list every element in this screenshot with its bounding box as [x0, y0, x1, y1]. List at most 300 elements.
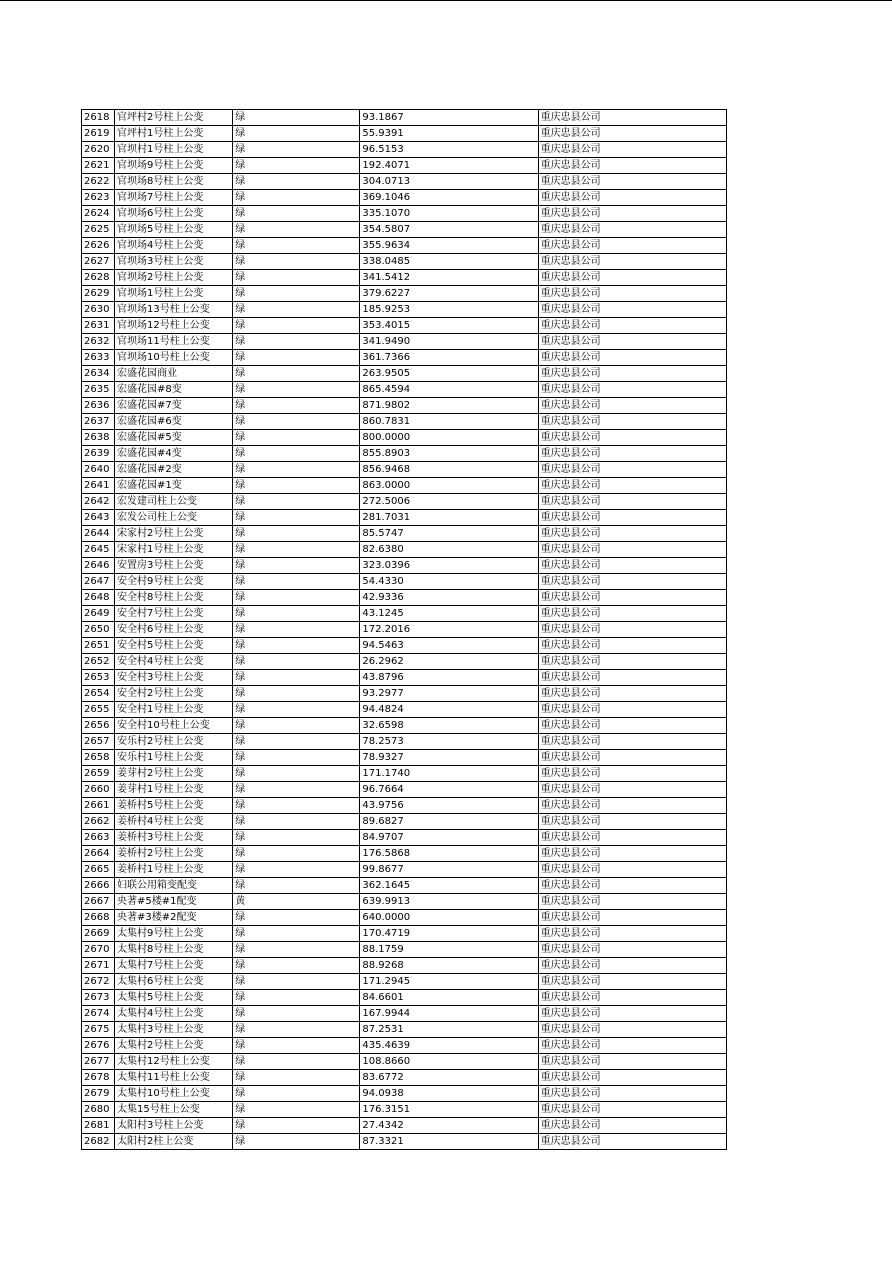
table-row	[82, 158, 727, 174]
table-row	[82, 286, 727, 302]
status-color-cell: 绿	[233, 1006, 360, 1022]
transformer-name-cell: 姜芽村2号柱上公变	[115, 766, 233, 782]
value-cell: 176.3151	[360, 1102, 538, 1118]
status-color-cell: 绿	[233, 750, 360, 766]
transformer-name-cell: 官坝场12号柱上公变	[115, 318, 233, 334]
transformer-name-cell: 官坝场7号柱上公变	[115, 190, 233, 206]
transformer-name-cell: 太阳村2柱上公变	[115, 1134, 233, 1150]
row-index-cell: 2657	[82, 734, 115, 750]
value-cell: 341.5412	[360, 270, 538, 286]
table-row	[82, 190, 727, 206]
table-row	[82, 334, 727, 350]
row-index-cell: 2669	[82, 926, 115, 942]
row-index-cell: 2628	[82, 270, 115, 286]
value-cell: 860.7831	[360, 414, 538, 430]
table-row	[82, 910, 727, 926]
status-color-cell: 绿	[233, 1070, 360, 1086]
status-color-cell: 绿	[233, 142, 360, 158]
status-color-cell: 绿	[233, 126, 360, 142]
table-row	[82, 1102, 727, 1118]
row-index-cell: 2654	[82, 686, 115, 702]
transformer-name-cell: 太集村9号柱上公变	[115, 926, 233, 942]
transformer-name-cell: 太集村8号柱上公变	[115, 942, 233, 958]
table-row	[82, 446, 727, 462]
value-cell: 84.9707	[360, 830, 538, 846]
row-index-cell: 2633	[82, 350, 115, 366]
company-cell: 重庆忠县公司	[538, 142, 726, 158]
company-cell: 重庆忠县公司	[538, 590, 726, 606]
transformer-name-cell: 太集15号柱上公变	[115, 1102, 233, 1118]
status-color-cell: 绿	[233, 1054, 360, 1070]
company-cell: 重庆忠县公司	[538, 654, 726, 670]
status-color-cell: 绿	[233, 334, 360, 350]
company-cell: 重庆忠县公司	[538, 1086, 726, 1102]
table-row	[82, 926, 727, 942]
value-cell: 640.0000	[360, 910, 538, 926]
transformer-name-cell: 宋家村1号柱上公变	[115, 542, 233, 558]
value-cell: 87.3321	[360, 1134, 538, 1150]
table-row	[82, 142, 727, 158]
transformer-name-cell: 央著#5楼#1配变	[115, 894, 233, 910]
company-cell: 重庆忠县公司	[538, 110, 726, 126]
table-row	[82, 782, 727, 798]
transformer-name-cell: 宏盛花园#4变	[115, 446, 233, 462]
table-row	[82, 366, 727, 382]
table-row	[82, 1038, 727, 1054]
company-cell: 重庆忠县公司	[538, 942, 726, 958]
transformer-name-cell: 宏盛花园商业	[115, 366, 233, 382]
value-cell: 263.9505	[360, 366, 538, 382]
transformer-name-cell: 太阳村3号柱上公变	[115, 1118, 233, 1134]
status-color-cell: 绿	[233, 1038, 360, 1054]
status-color-cell: 绿	[233, 190, 360, 206]
transformer-name-cell: 安乐村1号柱上公变	[115, 750, 233, 766]
company-cell: 重庆忠县公司	[538, 206, 726, 222]
company-cell: 重庆忠县公司	[538, 1038, 726, 1054]
value-cell: 170.4719	[360, 926, 538, 942]
value-cell: 42.9336	[360, 590, 538, 606]
row-index-cell: 2677	[82, 1054, 115, 1070]
table-row	[82, 1006, 727, 1022]
status-color-cell: 绿	[233, 1022, 360, 1038]
status-color-cell: 绿	[233, 846, 360, 862]
value-cell: 172.2016	[360, 622, 538, 638]
status-color-cell: 绿	[233, 622, 360, 638]
status-color-cell: 绿	[233, 974, 360, 990]
status-color-cell: 黄	[233, 894, 360, 910]
transformer-name-cell: 宏盛花园#5变	[115, 430, 233, 446]
transformer-name-cell: 官坪村2号柱上公变	[115, 110, 233, 126]
row-index-cell: 2620	[82, 142, 115, 158]
status-color-cell: 绿	[233, 366, 360, 382]
transformer-name-cell: 安乐村2号柱上公变	[115, 734, 233, 750]
company-cell: 重庆忠县公司	[538, 846, 726, 862]
data-table	[81, 109, 727, 1150]
transformer-name-cell: 太集村5号柱上公变	[115, 990, 233, 1006]
transformer-name-cell: 宏盛花园#2变	[115, 462, 233, 478]
company-cell: 重庆忠县公司	[538, 510, 726, 526]
company-cell: 重庆忠县公司	[538, 750, 726, 766]
value-cell: 108.8660	[360, 1054, 538, 1070]
table-row	[82, 350, 727, 366]
row-index-cell: 2670	[82, 942, 115, 958]
row-index-cell: 2631	[82, 318, 115, 334]
row-index-cell: 2643	[82, 510, 115, 526]
status-color-cell: 绿	[233, 254, 360, 270]
company-cell: 重庆忠县公司	[538, 910, 726, 926]
status-color-cell: 绿	[233, 830, 360, 846]
value-cell: 54.4330	[360, 574, 538, 590]
row-index-cell: 2640	[82, 462, 115, 478]
value-cell: 341.9490	[360, 334, 538, 350]
row-index-cell: 2619	[82, 126, 115, 142]
row-index-cell: 2636	[82, 398, 115, 414]
table-row	[82, 222, 727, 238]
row-index-cell: 2646	[82, 558, 115, 574]
table-row	[82, 430, 727, 446]
row-index-cell: 2682	[82, 1134, 115, 1150]
value-cell: 639.9913	[360, 894, 538, 910]
status-color-cell: 绿	[233, 1118, 360, 1134]
status-color-cell: 绿	[233, 414, 360, 430]
table-row	[82, 638, 727, 654]
status-color-cell: 绿	[233, 926, 360, 942]
table-row	[82, 622, 727, 638]
table-row	[82, 510, 727, 526]
value-cell: 94.0938	[360, 1086, 538, 1102]
value-cell: 863.0000	[360, 478, 538, 494]
row-index-cell: 2675	[82, 1022, 115, 1038]
value-cell: 43.1245	[360, 606, 538, 622]
row-index-cell: 2681	[82, 1118, 115, 1134]
transformer-name-cell: 宏盛花园#8变	[115, 382, 233, 398]
status-color-cell: 绿	[233, 1102, 360, 1118]
transformer-name-cell: 姜桥村5号柱上公变	[115, 798, 233, 814]
row-index-cell: 2648	[82, 590, 115, 606]
row-index-cell: 2622	[82, 174, 115, 190]
table-row	[82, 942, 727, 958]
company-cell: 重庆忠县公司	[538, 254, 726, 270]
company-cell: 重庆忠县公司	[538, 174, 726, 190]
transformer-name-cell: 官坝场13号柱上公变	[115, 302, 233, 318]
transformer-name-cell: 太集村3号柱上公变	[115, 1022, 233, 1038]
status-color-cell: 绿	[233, 606, 360, 622]
transformer-name-cell: 官坝场4号柱上公变	[115, 238, 233, 254]
table-row	[82, 878, 727, 894]
transformer-name-cell: 安置房3号柱上公变	[115, 558, 233, 574]
transformer-name-cell: 宏发公司柱上公变	[115, 510, 233, 526]
table-row	[82, 750, 727, 766]
value-cell: 94.5463	[360, 638, 538, 654]
table-row	[82, 654, 727, 670]
company-cell: 重庆忠县公司	[538, 430, 726, 446]
table-row	[82, 862, 727, 878]
company-cell: 重庆忠县公司	[538, 190, 726, 206]
row-index-cell: 2666	[82, 878, 115, 894]
company-cell: 重庆忠县公司	[538, 734, 726, 750]
company-cell: 重庆忠县公司	[538, 718, 726, 734]
transformer-name-cell: 官坝村1号柱上公变	[115, 142, 233, 158]
status-color-cell: 绿	[233, 718, 360, 734]
table-row	[82, 686, 727, 702]
row-index-cell: 2639	[82, 446, 115, 462]
transformer-name-cell: 安全村6号柱上公变	[115, 622, 233, 638]
value-cell: 379.6227	[360, 286, 538, 302]
transformer-name-cell: 宏盛花园#6变	[115, 414, 233, 430]
transformer-name-cell: 安全村5号柱上公变	[115, 638, 233, 654]
row-index-cell: 2651	[82, 638, 115, 654]
status-color-cell: 绿	[233, 1086, 360, 1102]
status-color-cell: 绿	[233, 222, 360, 238]
company-cell: 重庆忠县公司	[538, 862, 726, 878]
value-cell: 281.7031	[360, 510, 538, 526]
transformer-name-cell: 央著#3楼#2配变	[115, 910, 233, 926]
table-row	[82, 174, 727, 190]
company-cell: 重庆忠县公司	[538, 686, 726, 702]
transformer-name-cell: 太集村7号柱上公变	[115, 958, 233, 974]
company-cell: 重庆忠县公司	[538, 958, 726, 974]
status-color-cell: 绿	[233, 878, 360, 894]
table-row	[82, 830, 727, 846]
company-cell: 重庆忠县公司	[538, 606, 726, 622]
value-cell: 32.6598	[360, 718, 538, 734]
company-cell: 重庆忠县公司	[538, 286, 726, 302]
transformer-name-cell: 官坝场2号柱上公变	[115, 270, 233, 286]
page-top-border	[0, 0, 892, 1]
table-row	[82, 718, 727, 734]
table-row	[82, 302, 727, 318]
company-cell: 重庆忠县公司	[538, 350, 726, 366]
company-cell: 重庆忠县公司	[538, 414, 726, 430]
status-color-cell: 绿	[233, 654, 360, 670]
company-cell: 重庆忠县公司	[538, 1102, 726, 1118]
company-cell: 重庆忠县公司	[538, 622, 726, 638]
status-color-cell: 绿	[233, 702, 360, 718]
transformer-name-cell: 宏盛花园#7变	[115, 398, 233, 414]
transformer-name-cell: 安全村2号柱上公变	[115, 686, 233, 702]
table-row	[82, 110, 727, 126]
status-color-cell: 绿	[233, 382, 360, 398]
company-cell: 重庆忠县公司	[538, 702, 726, 718]
company-cell: 重庆忠县公司	[538, 814, 726, 830]
table-row	[82, 974, 727, 990]
transformer-name-cell: 安全村8号柱上公变	[115, 590, 233, 606]
row-index-cell: 2671	[82, 958, 115, 974]
row-index-cell: 2638	[82, 430, 115, 446]
row-index-cell: 2644	[82, 526, 115, 542]
value-cell: 93.2977	[360, 686, 538, 702]
table-row	[82, 670, 727, 686]
status-color-cell: 绿	[233, 638, 360, 654]
value-cell: 369.1046	[360, 190, 538, 206]
row-index-cell: 2634	[82, 366, 115, 382]
company-cell: 重庆忠县公司	[538, 318, 726, 334]
company-cell: 重庆忠县公司	[538, 526, 726, 542]
status-color-cell: 绿	[233, 494, 360, 510]
table-row	[82, 478, 727, 494]
transformer-name-cell: 姜桥村1号柱上公变	[115, 862, 233, 878]
status-color-cell: 绿	[233, 526, 360, 542]
row-index-cell: 2660	[82, 782, 115, 798]
table-row	[82, 414, 727, 430]
transformer-name-cell: 安全村7号柱上公变	[115, 606, 233, 622]
transformer-name-cell: 安全村4号柱上公变	[115, 654, 233, 670]
transformer-name-cell: 官坝场1号柱上公变	[115, 286, 233, 302]
transformer-name-cell: 太集村6号柱上公变	[115, 974, 233, 990]
value-cell: 355.9634	[360, 238, 538, 254]
value-cell: 192.4071	[360, 158, 538, 174]
transformer-name-cell: 姜桥村2号柱上公变	[115, 846, 233, 862]
company-cell: 重庆忠县公司	[538, 990, 726, 1006]
row-index-cell: 2632	[82, 334, 115, 350]
company-cell: 重庆忠县公司	[538, 926, 726, 942]
company-cell: 重庆忠县公司	[538, 270, 726, 286]
value-cell: 43.8796	[360, 670, 538, 686]
status-color-cell: 绿	[233, 798, 360, 814]
value-cell: 856.9468	[360, 462, 538, 478]
row-index-cell: 2656	[82, 718, 115, 734]
table-row	[82, 894, 727, 910]
value-cell: 94.4824	[360, 702, 538, 718]
value-cell: 78.9327	[360, 750, 538, 766]
row-index-cell: 2645	[82, 542, 115, 558]
status-color-cell: 绿	[233, 670, 360, 686]
transformer-name-cell: 太集村12号柱上公变	[115, 1054, 233, 1070]
value-cell: 89.6827	[360, 814, 538, 830]
transformer-name-cell: 太集村11号柱上公变	[115, 1070, 233, 1086]
table-row	[82, 318, 727, 334]
company-cell: 重庆忠县公司	[538, 126, 726, 142]
status-color-cell: 绿	[233, 174, 360, 190]
value-cell: 82.6380	[360, 542, 538, 558]
row-index-cell: 2623	[82, 190, 115, 206]
row-index-cell: 2635	[82, 382, 115, 398]
table-row	[82, 734, 727, 750]
status-color-cell: 绿	[233, 766, 360, 782]
row-index-cell: 2653	[82, 670, 115, 686]
company-cell: 重庆忠县公司	[538, 894, 726, 910]
table-row	[82, 1086, 727, 1102]
status-color-cell: 绿	[233, 510, 360, 526]
value-cell: 83.6772	[360, 1070, 538, 1086]
row-index-cell: 2626	[82, 238, 115, 254]
value-cell: 335.1070	[360, 206, 538, 222]
value-cell: 26.2962	[360, 654, 538, 670]
status-color-cell: 绿	[233, 942, 360, 958]
company-cell: 重庆忠县公司	[538, 558, 726, 574]
table-row	[82, 382, 727, 398]
value-cell: 354.5807	[360, 222, 538, 238]
row-index-cell: 2650	[82, 622, 115, 638]
value-cell: 871.9802	[360, 398, 538, 414]
row-index-cell: 2680	[82, 1102, 115, 1118]
value-cell: 87.2531	[360, 1022, 538, 1038]
company-cell: 重庆忠县公司	[538, 670, 726, 686]
row-index-cell: 2658	[82, 750, 115, 766]
value-cell: 800.0000	[360, 430, 538, 446]
company-cell: 重庆忠县公司	[538, 542, 726, 558]
company-cell: 重庆忠县公司	[538, 1022, 726, 1038]
status-color-cell: 绿	[233, 590, 360, 606]
transformer-name-cell: 宏盛花园#1变	[115, 478, 233, 494]
table-row	[82, 542, 727, 558]
company-cell: 重庆忠县公司	[538, 494, 726, 510]
row-index-cell: 2618	[82, 110, 115, 126]
value-cell: 176.5868	[360, 846, 538, 862]
company-cell: 重庆忠县公司	[538, 1070, 726, 1086]
company-cell: 重庆忠县公司	[538, 798, 726, 814]
transformer-name-cell: 官坪村1号柱上公变	[115, 126, 233, 142]
status-color-cell: 绿	[233, 782, 360, 798]
row-index-cell: 2655	[82, 702, 115, 718]
company-cell: 重庆忠县公司	[538, 158, 726, 174]
table-row	[82, 798, 727, 814]
row-index-cell: 2629	[82, 286, 115, 302]
table-row	[82, 958, 727, 974]
value-cell: 27.4342	[360, 1118, 538, 1134]
value-cell: 435.4639	[360, 1038, 538, 1054]
status-color-cell: 绿	[233, 110, 360, 126]
company-cell: 重庆忠县公司	[538, 366, 726, 382]
value-cell: 185.9253	[360, 302, 538, 318]
company-cell: 重庆忠县公司	[538, 1134, 726, 1150]
table-row	[82, 126, 727, 142]
status-color-cell: 绿	[233, 206, 360, 222]
table-row	[82, 1022, 727, 1038]
status-color-cell: 绿	[233, 910, 360, 926]
transformer-name-cell: 安全村9号柱上公变	[115, 574, 233, 590]
value-cell: 353.4015	[360, 318, 538, 334]
company-cell: 重庆忠县公司	[538, 334, 726, 350]
company-cell: 重庆忠县公司	[538, 878, 726, 894]
status-color-cell: 绿	[233, 734, 360, 750]
row-index-cell: 2621	[82, 158, 115, 174]
table-row	[82, 558, 727, 574]
value-cell: 88.1759	[360, 942, 538, 958]
transformer-name-cell: 宋家村2号柱上公变	[115, 526, 233, 542]
row-index-cell: 2659	[82, 766, 115, 782]
table-row	[82, 574, 727, 590]
row-index-cell: 2630	[82, 302, 115, 318]
value-cell: 84.6601	[360, 990, 538, 1006]
status-color-cell: 绿	[233, 958, 360, 974]
row-index-cell: 2641	[82, 478, 115, 494]
transformer-name-cell: 太集村4号柱上公变	[115, 1006, 233, 1022]
value-cell: 88.9268	[360, 958, 538, 974]
transformer-name-cell: 官坝场6号柱上公变	[115, 206, 233, 222]
transformer-name-cell: 太集村2号柱上公变	[115, 1038, 233, 1054]
transformer-name-cell: 姜桥村4号柱上公变	[115, 814, 233, 830]
row-index-cell: 2625	[82, 222, 115, 238]
value-cell: 96.5153	[360, 142, 538, 158]
table-row	[82, 270, 727, 286]
row-index-cell: 2627	[82, 254, 115, 270]
table-row	[82, 814, 727, 830]
transformer-name-cell: 官坝场8号柱上公变	[115, 174, 233, 190]
status-color-cell: 绿	[233, 270, 360, 286]
company-cell: 重庆忠县公司	[538, 302, 726, 318]
value-cell: 272.5006	[360, 494, 538, 510]
status-color-cell: 绿	[233, 446, 360, 462]
row-index-cell: 2649	[82, 606, 115, 622]
transformer-name-cell: 官坝场3号柱上公变	[115, 254, 233, 270]
table-row	[82, 846, 727, 862]
status-color-cell: 绿	[233, 990, 360, 1006]
status-color-cell: 绿	[233, 398, 360, 414]
status-color-cell: 绿	[233, 814, 360, 830]
company-cell: 重庆忠县公司	[538, 1118, 726, 1134]
table-row	[82, 590, 727, 606]
